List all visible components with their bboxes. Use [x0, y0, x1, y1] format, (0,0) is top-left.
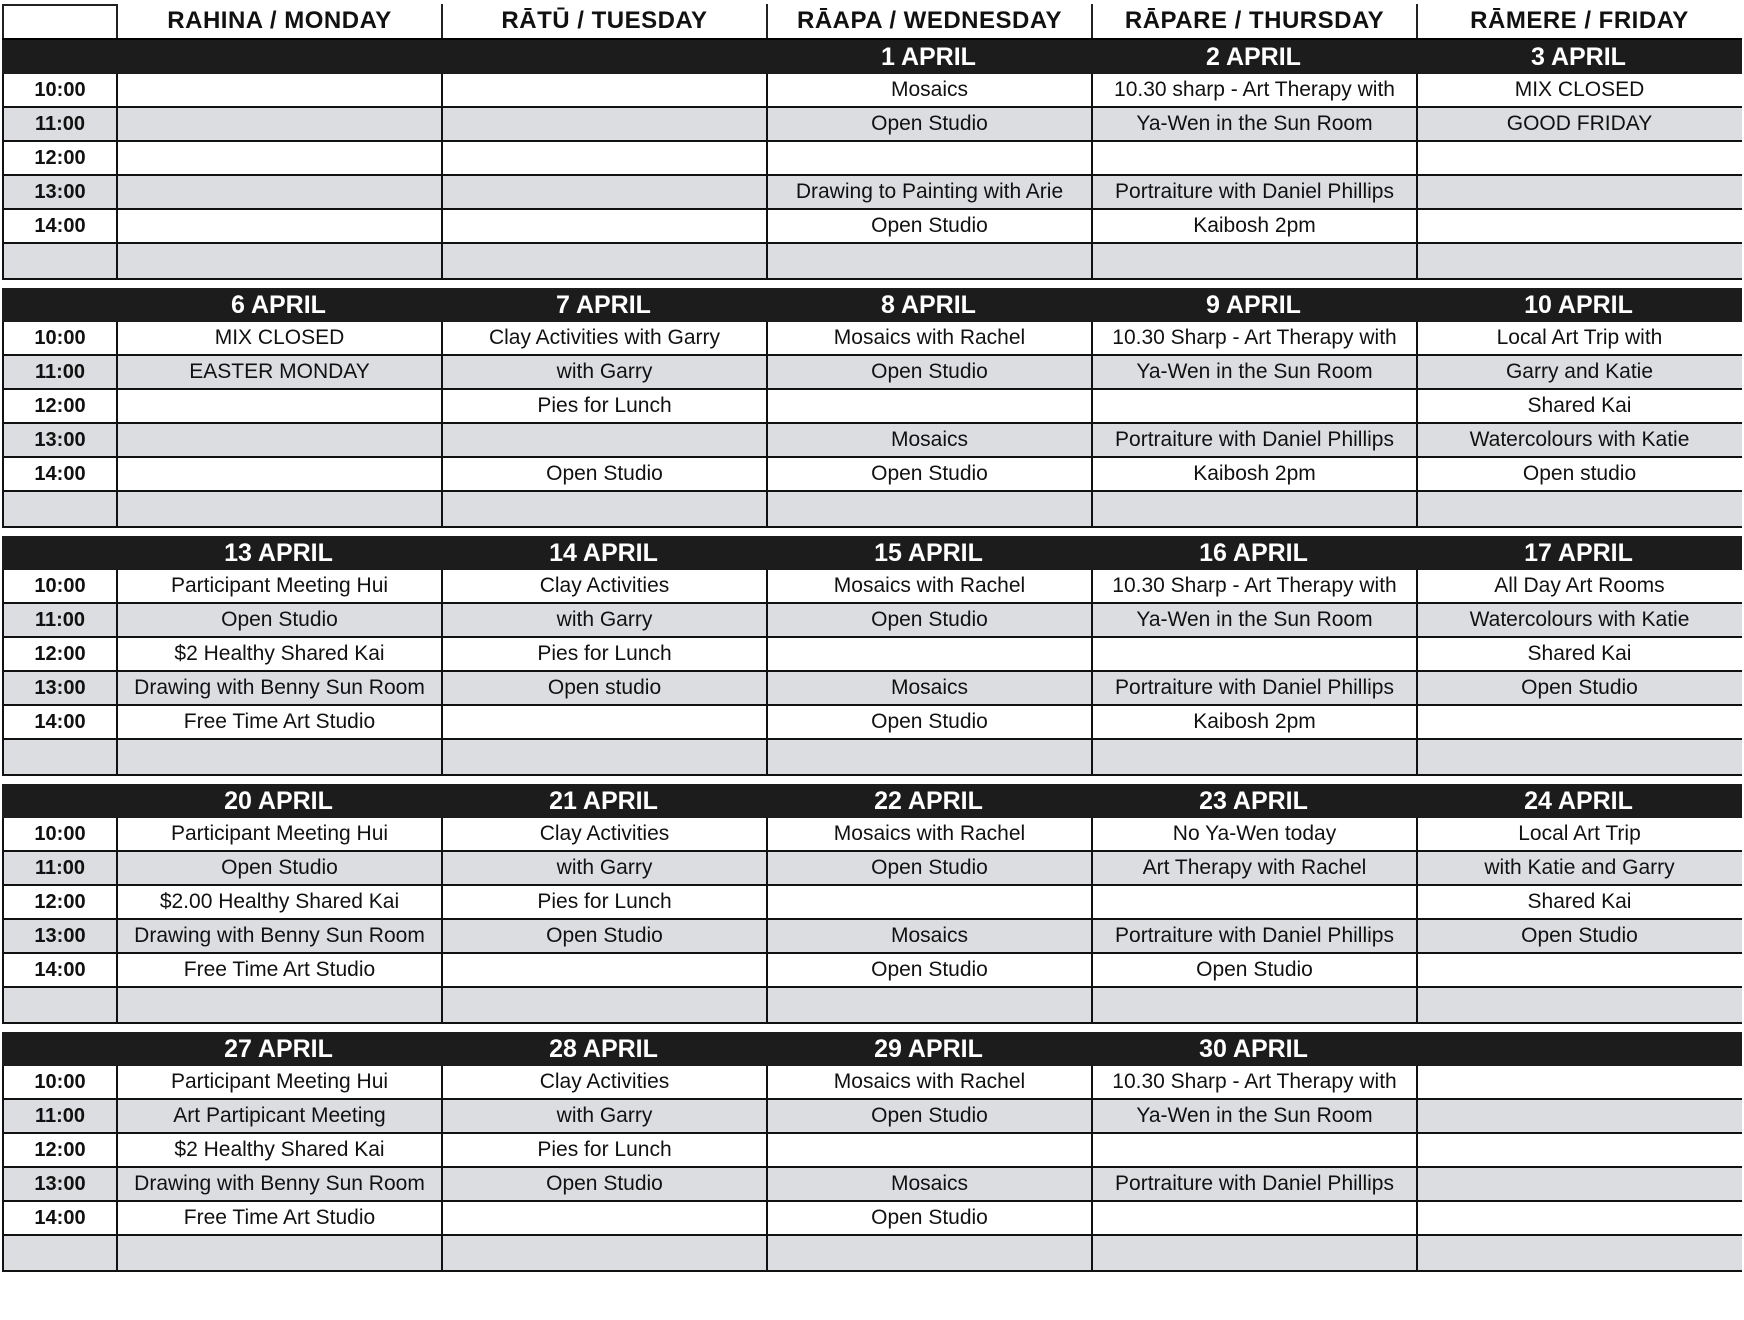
activity-cell-wednesday: Mosaics with Rachel [766, 322, 1091, 354]
activity-cell-friday: MIX CLOSED [1416, 74, 1741, 106]
activity-cell-friday [1416, 1236, 1741, 1270]
time-label: 11:00 [2, 108, 116, 140]
week-block [2, 1032, 1742, 1272]
activity-cell-friday: Shared Kai [1416, 390, 1741, 422]
time-slot-row [2, 1066, 1742, 1100]
activity-cell-tuesday [441, 492, 766, 526]
time-label: 14:00 [2, 706, 116, 738]
activity-cell-tuesday: Open Studio [441, 1168, 766, 1200]
date-cell-friday: 24 APRIL [1524, 786, 1633, 815]
time-slot-row [2, 954, 1742, 988]
activity-cell-tuesday: with Garry [441, 356, 766, 388]
date-cell-tuesday [441, 40, 766, 74]
activity-cell-wednesday: Open Studio [766, 852, 1091, 884]
date-cell-monday: 6 APRIL [231, 290, 326, 319]
activity-cell-wednesday: Open Studio [766, 108, 1091, 140]
activity-cell-friday [1416, 1202, 1741, 1234]
date-cell-monday: 13 APRIL [224, 538, 333, 567]
activity-cell-thursday [1091, 1236, 1416, 1270]
date-cell-tuesday: 28 APRIL [549, 1034, 658, 1063]
day-header-thursday: RĀPARE / THURSDAY [1091, 4, 1416, 38]
activity-cell-tuesday [441, 706, 766, 738]
activity-cell-monday: Participant Meeting Hui [116, 570, 441, 602]
activity-cell-wednesday: Mosaics with Rachel [766, 818, 1091, 850]
time-label: 14:00 [2, 1202, 116, 1234]
activity-cell-wednesday [766, 390, 1091, 422]
activity-cell-tuesday: Pies for Lunch [441, 886, 766, 918]
date-cell-thursday: 9 APRIL [1206, 290, 1301, 319]
activity-cell-thursday: Kaibosh 2pm [1091, 458, 1416, 490]
activity-cell-monday: Drawing with Benny Sun Room [116, 672, 441, 704]
date-row-corner [2, 536, 116, 570]
time-label: 11:00 [2, 356, 116, 388]
activity-cell-thursday: 10.30 Sharp - Art Therapy with [1091, 322, 1416, 354]
activity-cell-monday: Drawing with Benny Sun Room [116, 920, 441, 952]
activity-cell-thursday: 10.30 Sharp - Art Therapy with [1091, 570, 1416, 602]
date-cell-friday: 10 APRIL [1524, 290, 1633, 319]
time-label [2, 740, 116, 774]
date-row-corner [2, 288, 116, 322]
activity-cell-monday: Participant Meeting Hui [116, 818, 441, 850]
activity-cell-thursday: Portraiture with Daniel Phillips [1091, 1168, 1416, 1200]
time-label: 11:00 [2, 852, 116, 884]
activity-cell-wednesday: Mosaics with Rachel [766, 570, 1091, 602]
date-row [2, 288, 1742, 322]
activity-cell-tuesday: Open studio [441, 672, 766, 704]
activity-cell-friday [1416, 1168, 1741, 1200]
week-block [2, 784, 1742, 1024]
activity-cell-thursday: Portraiture with Daniel Phillips [1091, 176, 1416, 208]
activity-cell-monday: $2 Healthy Shared Kai [116, 638, 441, 670]
activity-cell-monday: Free Time Art Studio [116, 954, 441, 986]
activity-cell-thursday [1091, 886, 1416, 918]
activity-cell-monday [116, 492, 441, 526]
activity-cell-thursday: No Ya-Wen today [1091, 818, 1416, 850]
activity-cell-wednesday: Open Studio [766, 1202, 1091, 1234]
time-slot-row [2, 176, 1742, 210]
activity-cell-monday [116, 176, 441, 208]
activity-cell-tuesday [441, 210, 766, 242]
activity-cell-tuesday: with Garry [441, 1100, 766, 1132]
time-label: 12:00 [2, 142, 116, 174]
time-label: 12:00 [2, 1134, 116, 1166]
activity-cell-wednesday [766, 988, 1091, 1022]
time-slot-row [2, 74, 1742, 108]
activity-cell-tuesday: Pies for Lunch [441, 638, 766, 670]
time-label: 12:00 [2, 390, 116, 422]
activity-cell-friday [1416, 1134, 1741, 1166]
date-cell-friday: 3 APRIL [1531, 42, 1626, 71]
activity-cell-friday [1416, 1100, 1741, 1132]
date-cell-friday [1416, 1032, 1741, 1066]
date-cell-wednesday: 8 APRIL [881, 290, 976, 319]
date-cell-tuesday: 14 APRIL [549, 538, 658, 567]
date-cell-monday [116, 40, 441, 74]
activity-cell-thursday: Ya-Wen in the Sun Room [1091, 108, 1416, 140]
activity-cell-friday: Open Studio [1416, 920, 1741, 952]
activity-cell-wednesday [766, 244, 1091, 278]
activity-cell-thursday [1091, 492, 1416, 526]
activity-cell-wednesday: Open Studio [766, 604, 1091, 636]
time-label: 11:00 [2, 1100, 116, 1132]
activity-cell-friday: Open Studio [1416, 672, 1741, 704]
activity-cell-friday: GOOD FRIDAY [1416, 108, 1741, 140]
date-cell-monday: 20 APRIL [224, 786, 333, 815]
time-label: 14:00 [2, 210, 116, 242]
time-label: 10:00 [2, 1066, 116, 1098]
activity-cell-monday: $2.00 Healthy Shared Kai [116, 886, 441, 918]
activity-cell-friday [1416, 210, 1741, 242]
date-cell-wednesday: 15 APRIL [874, 538, 983, 567]
activity-cell-wednesday [766, 740, 1091, 774]
day-header-wednesday: RĀAPA / WEDNESDAY [766, 4, 1091, 38]
activity-cell-tuesday: Open Studio [441, 458, 766, 490]
activity-cell-wednesday: Open Studio [766, 954, 1091, 986]
activity-cell-thursday: Ya-Wen in the Sun Room [1091, 604, 1416, 636]
activity-cell-friday: Shared Kai [1416, 638, 1741, 670]
time-label: 10:00 [2, 74, 116, 106]
time-slot-row [2, 638, 1742, 672]
activity-cell-monday: Open Studio [116, 604, 441, 636]
time-slot-row [2, 604, 1742, 638]
time-slot-row [2, 322, 1742, 356]
time-slot-row [2, 988, 1742, 1024]
activity-cell-thursday [1091, 740, 1416, 774]
time-slot-row [2, 886, 1742, 920]
time-slot-row [2, 424, 1742, 458]
date-cell-wednesday: 29 APRIL [874, 1034, 983, 1063]
activity-cell-tuesday: Clay Activities [441, 818, 766, 850]
time-slot-row [2, 1100, 1742, 1134]
activity-cell-friday [1416, 142, 1741, 174]
activity-cell-tuesday: Clay Activities [441, 570, 766, 602]
time-label: 13:00 [2, 176, 116, 208]
time-slot-row [2, 1134, 1742, 1168]
time-label: 14:00 [2, 954, 116, 986]
corner-cell [2, 4, 116, 38]
date-cell-thursday: 23 APRIL [1199, 786, 1308, 815]
time-label: 13:00 [2, 672, 116, 704]
date-cell-tuesday: 21 APRIL [549, 786, 658, 815]
activity-cell-thursday: Kaibosh 2pm [1091, 706, 1416, 738]
activity-cell-wednesday: Open Studio [766, 706, 1091, 738]
day-header-tuesday: RĀTŪ / TUESDAY [441, 4, 766, 38]
date-cell-thursday: 2 APRIL [1206, 42, 1301, 71]
activity-cell-thursday: Portraiture with Daniel Phillips [1091, 424, 1416, 456]
activity-cell-monday: $2 Healthy Shared Kai [116, 1134, 441, 1166]
date-cell-thursday: 30 APRIL [1199, 1034, 1308, 1063]
activity-cell-friday: Watercolours with Katie [1416, 424, 1741, 456]
time-slot-row [2, 142, 1742, 176]
date-row [2, 1032, 1742, 1066]
activity-cell-thursday [1091, 390, 1416, 422]
time-slot-row [2, 818, 1742, 852]
time-slot-row [2, 672, 1742, 706]
activity-cell-thursday: Ya-Wen in the Sun Room [1091, 356, 1416, 388]
date-cell-friday: 17 APRIL [1524, 538, 1633, 567]
activity-cell-thursday: Portraiture with Daniel Phillips [1091, 920, 1416, 952]
activity-cell-monday [116, 390, 441, 422]
activity-cell-thursday: Art Therapy with Rachel [1091, 852, 1416, 884]
activity-cell-tuesday: with Garry [441, 852, 766, 884]
activity-cell-monday [116, 988, 441, 1022]
time-label: 11:00 [2, 604, 116, 636]
activity-cell-tuesday [441, 954, 766, 986]
day-header-friday: RĀMERE / FRIDAY [1416, 4, 1741, 38]
activity-cell-tuesday [441, 176, 766, 208]
activity-cell-thursday: Open Studio [1091, 954, 1416, 986]
time-label [2, 988, 116, 1022]
activity-cell-wednesday: Mosaics [766, 74, 1091, 106]
activity-cell-monday: Open Studio [116, 852, 441, 884]
activity-cell-thursday [1091, 1134, 1416, 1166]
activity-cell-friday: Open studio [1416, 458, 1741, 490]
date-row [2, 784, 1742, 818]
activity-cell-tuesday: Pies for Lunch [441, 1134, 766, 1166]
activity-cell-monday [116, 210, 441, 242]
activity-cell-thursday [1091, 988, 1416, 1022]
activity-cell-tuesday: Open Studio [441, 920, 766, 952]
activity-cell-friday: Local Art Trip [1416, 818, 1741, 850]
activity-cell-friday: Garry and Katie [1416, 356, 1741, 388]
time-slot-row [2, 920, 1742, 954]
activity-cell-thursday: 10.30 sharp - Art Therapy with [1091, 74, 1416, 106]
time-label: 10:00 [2, 570, 116, 602]
date-cell-wednesday: 22 APRIL [874, 786, 983, 815]
activity-cell-friday: with Katie and Garry [1416, 852, 1741, 884]
activity-cell-monday [116, 1236, 441, 1270]
date-row [2, 40, 1742, 74]
activity-cell-tuesday [441, 244, 766, 278]
activity-cell-wednesday: Mosaics with Rachel [766, 1066, 1091, 1098]
activity-cell-friday [1416, 954, 1741, 986]
activity-cell-wednesday [766, 638, 1091, 670]
activity-cell-monday: Drawing with Benny Sun Room [116, 1168, 441, 1200]
activity-cell-wednesday: Open Studio [766, 356, 1091, 388]
week-block [2, 40, 1742, 280]
day-header-row [2, 4, 1742, 40]
activity-cell-friday [1416, 706, 1741, 738]
date-row-corner [2, 784, 116, 818]
time-slot-row [2, 244, 1742, 280]
time-slot-row [2, 458, 1742, 492]
activity-cell-friday: All Day Art Rooms [1416, 570, 1741, 602]
time-slot-row [2, 570, 1742, 604]
activity-cell-thursday: Kaibosh 2pm [1091, 210, 1416, 242]
time-slot-row [2, 740, 1742, 776]
activity-cell-monday [116, 244, 441, 278]
time-label: 12:00 [2, 886, 116, 918]
activity-cell-tuesday: with Garry [441, 604, 766, 636]
activity-cell-tuesday: Pies for Lunch [441, 390, 766, 422]
activity-cell-friday [1416, 492, 1741, 526]
activity-cell-tuesday [441, 424, 766, 456]
date-cell-wednesday: 1 APRIL [881, 42, 976, 71]
activity-cell-wednesday: Mosaics [766, 1168, 1091, 1200]
time-label: 10:00 [2, 322, 116, 354]
activity-cell-tuesday [441, 74, 766, 106]
weeks-container [2, 40, 1742, 1272]
activity-cell-wednesday: Open Studio [766, 210, 1091, 242]
time-slot-row [2, 852, 1742, 886]
week-block [2, 536, 1742, 776]
activity-cell-monday [116, 458, 441, 490]
activity-cell-wednesday: Open Studio [766, 1100, 1091, 1132]
activity-cell-monday: Art Partipicant Meeting [116, 1100, 441, 1132]
activity-cell-thursday: Portraiture with Daniel Phillips [1091, 672, 1416, 704]
activity-cell-wednesday: Mosaics [766, 424, 1091, 456]
time-slot-row [2, 210, 1742, 244]
time-label [2, 244, 116, 278]
time-label [2, 1236, 116, 1270]
activity-cell-tuesday: Clay Activities with Garry [441, 322, 766, 354]
timetable [2, 4, 1742, 1272]
time-label: 10:00 [2, 818, 116, 850]
activity-cell-friday: Local Art Trip with [1416, 322, 1741, 354]
activity-cell-monday: Free Time Art Studio [116, 706, 441, 738]
activity-cell-wednesday: Drawing to Painting with Arie [766, 176, 1091, 208]
date-row-corner [2, 40, 116, 74]
activity-cell-thursday [1091, 142, 1416, 174]
activity-cell-monday: Participant Meeting Hui [116, 1066, 441, 1098]
time-slot-row [2, 492, 1742, 528]
activity-cell-friday: Shared Kai [1416, 886, 1741, 918]
time-label: 13:00 [2, 1168, 116, 1200]
activity-cell-thursday [1091, 1202, 1416, 1234]
day-header-monday: RAHINA / MONDAY [116, 4, 441, 38]
activity-cell-friday [1416, 740, 1741, 774]
activity-cell-monday: MIX CLOSED [116, 322, 441, 354]
activity-cell-friday [1416, 1066, 1741, 1098]
activity-cell-friday: Watercolours with Katie [1416, 604, 1741, 636]
activity-cell-wednesday [766, 1134, 1091, 1166]
time-slot-row [2, 1236, 1742, 1272]
activity-cell-tuesday: Clay Activities [441, 1066, 766, 1098]
activity-cell-monday [116, 142, 441, 174]
activity-cell-wednesday: Mosaics [766, 672, 1091, 704]
activity-cell-tuesday [441, 142, 766, 174]
week-block [2, 288, 1742, 528]
activity-cell-monday [116, 108, 441, 140]
activity-cell-tuesday [441, 1236, 766, 1270]
activity-cell-friday [1416, 988, 1741, 1022]
time-slot-row [2, 108, 1742, 142]
activity-cell-friday [1416, 244, 1741, 278]
activity-cell-wednesday [766, 492, 1091, 526]
date-cell-thursday: 16 APRIL [1199, 538, 1308, 567]
time-label: 14:00 [2, 458, 116, 490]
activity-cell-thursday: 10.30 Sharp - Art Therapy with [1091, 1066, 1416, 1098]
activity-cell-thursday: Ya-Wen in the Sun Room [1091, 1100, 1416, 1132]
time-label [2, 492, 116, 526]
activity-cell-tuesday [441, 1202, 766, 1234]
activity-cell-wednesday: Mosaics [766, 920, 1091, 952]
activity-cell-monday [116, 424, 441, 456]
activity-cell-thursday [1091, 638, 1416, 670]
date-row-corner [2, 1032, 116, 1066]
time-slot-row [2, 706, 1742, 740]
activity-cell-wednesday [766, 142, 1091, 174]
time-label: 13:00 [2, 424, 116, 456]
activity-cell-tuesday [441, 108, 766, 140]
time-label: 12:00 [2, 638, 116, 670]
activity-cell-wednesday: Open Studio [766, 458, 1091, 490]
activity-cell-wednesday [766, 886, 1091, 918]
activity-cell-monday: Free Time Art Studio [116, 1202, 441, 1234]
activity-cell-wednesday [766, 1236, 1091, 1270]
activity-cell-tuesday [441, 988, 766, 1022]
activity-cell-tuesday [441, 740, 766, 774]
activity-cell-thursday [1091, 244, 1416, 278]
time-slot-row [2, 1202, 1742, 1236]
time-slot-row [2, 390, 1742, 424]
activity-cell-monday [116, 74, 441, 106]
activity-cell-friday [1416, 176, 1741, 208]
activity-cell-monday: EASTER MONDAY [116, 356, 441, 388]
date-cell-tuesday: 7 APRIL [556, 290, 651, 319]
date-cell-monday: 27 APRIL [224, 1034, 333, 1063]
time-slot-row [2, 356, 1742, 390]
date-row [2, 536, 1742, 570]
activity-cell-monday [116, 740, 441, 774]
time-slot-row [2, 1168, 1742, 1202]
time-label: 13:00 [2, 920, 116, 952]
